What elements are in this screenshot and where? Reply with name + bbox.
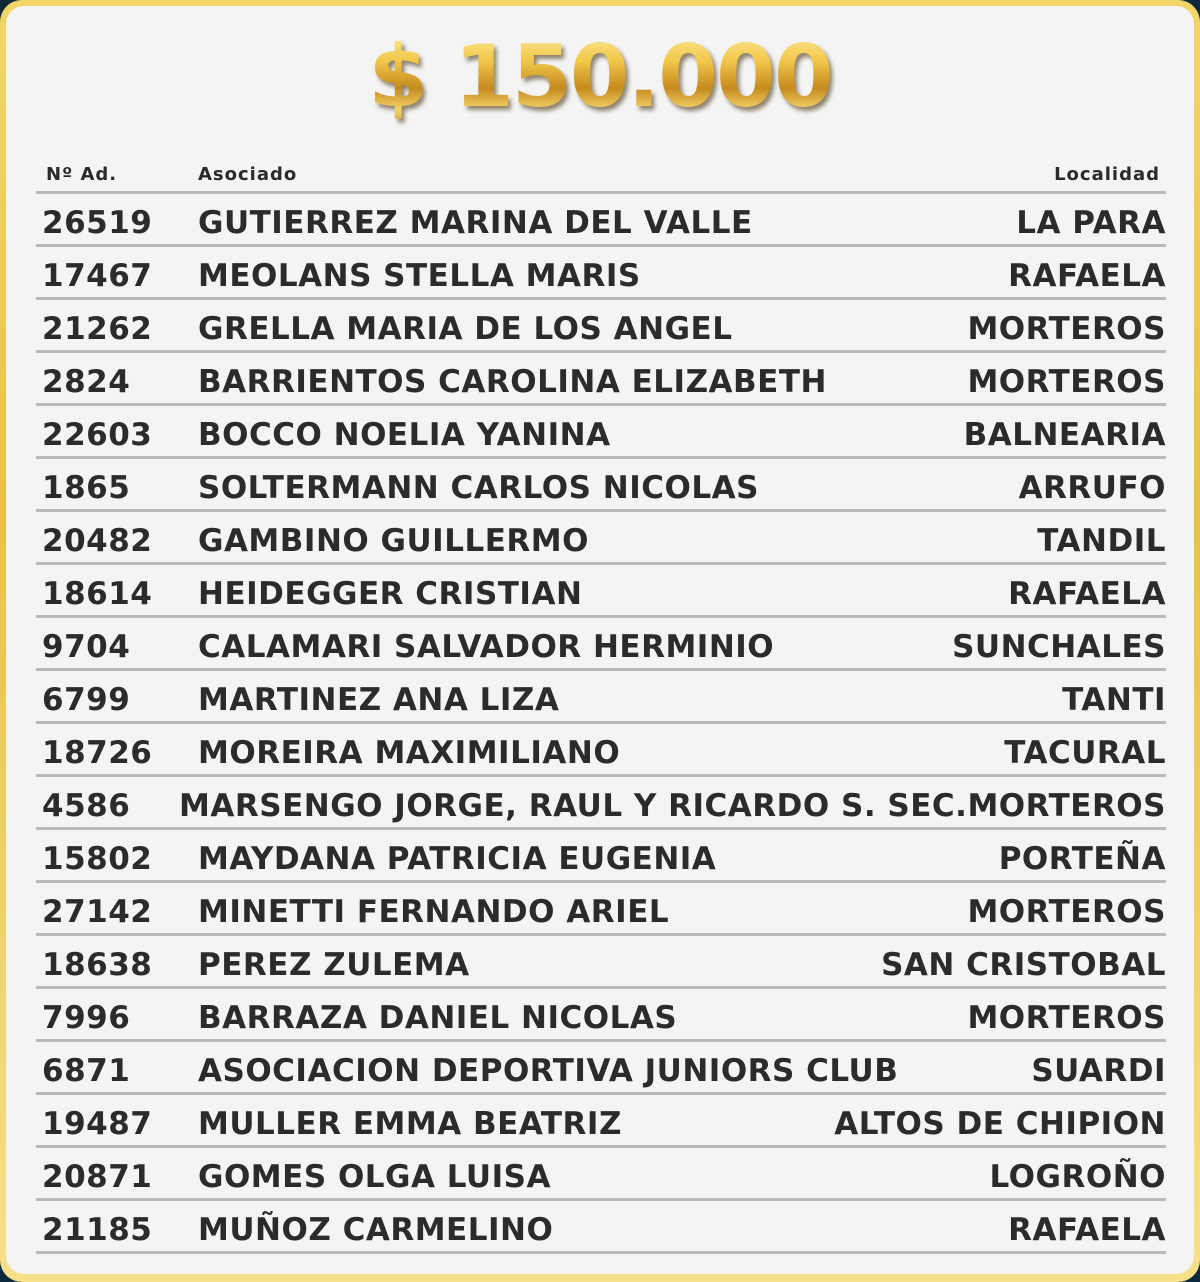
row-member: MARSENGO JORGE, RAUL Y RICARDO S. SEC.: [179, 788, 968, 824]
winners-table: [36, 156, 1166, 1254]
prize-amount-title: $ 150.000: [6, 22, 1194, 132]
row-number: 15802: [42, 841, 153, 877]
row-locality: SUARDI: [1031, 1053, 1166, 1089]
row-number: 2824: [42, 364, 131, 400]
table-row: [36, 830, 1166, 883]
table-row: [36, 724, 1166, 777]
row-locality: MORTEROS: [967, 788, 1166, 824]
table-row: [36, 512, 1166, 565]
table-header: [36, 156, 1166, 194]
row-locality: ALTOS DE CHIPION: [834, 1106, 1166, 1142]
row-member: GAMBINO GUILLERMO: [198, 523, 589, 559]
row-number: 21185: [42, 1212, 153, 1248]
table-row: [36, 1095, 1166, 1148]
row-locality: RAFAELA: [1008, 1212, 1166, 1248]
table-row: [36, 989, 1166, 1042]
table-body: [36, 194, 1166, 1254]
row-locality: TANTI: [1062, 682, 1166, 718]
table-row: [36, 1042, 1166, 1095]
row-member: BOCCO NOELIA YANINA: [198, 417, 611, 453]
row-locality: MORTEROS: [967, 894, 1166, 930]
table-row: [36, 565, 1166, 618]
row-number: 6871: [42, 1053, 131, 1089]
table-row: [36, 936, 1166, 989]
header-member: Asociado: [198, 164, 298, 185]
row-number: 26519: [42, 205, 153, 241]
table-row: [36, 194, 1166, 247]
table-row: [36, 459, 1166, 512]
row-number: 1865: [42, 470, 131, 506]
row-member: CALAMARI SALVADOR HERMINIO: [198, 629, 775, 665]
table-row: [36, 1201, 1166, 1254]
table-row: [36, 883, 1166, 936]
row-member: MOREIRA MAXIMILIANO: [198, 735, 621, 771]
row-locality: TANDIL: [1037, 523, 1166, 559]
row-number: 7996: [42, 1000, 131, 1036]
row-number: 4586: [42, 788, 131, 824]
row-member: GRELLA MARIA DE LOS ANGEL: [198, 311, 733, 347]
row-number: 21262: [42, 311, 153, 347]
header-number: Nº Ad.: [46, 164, 118, 185]
row-locality: RAFAELA: [1008, 576, 1166, 612]
row-member: MULLER EMMA BEATRIZ: [198, 1106, 622, 1142]
row-locality: SUNCHALES: [952, 629, 1166, 665]
row-locality: BALNEARIA: [963, 417, 1166, 453]
row-member: MARTINEZ ANA LIZA: [198, 682, 560, 718]
row-number: 22603: [42, 417, 153, 453]
row-member: GOMES OLGA LUISA: [198, 1159, 551, 1195]
row-member: MEOLANS STELLA MARIS: [198, 258, 641, 294]
row-member: PEREZ ZULEMA: [198, 947, 470, 983]
row-member: ASOCIACION DEPORTIVA JUNIORS CLUB: [198, 1053, 899, 1089]
table-row: [36, 1148, 1166, 1201]
row-number: 27142: [42, 894, 153, 930]
row-locality: RAFAELA: [1008, 258, 1166, 294]
row-locality: MORTEROS: [967, 311, 1166, 347]
row-number: 6799: [42, 682, 131, 718]
table-row: [36, 618, 1166, 671]
row-number: 19487: [42, 1106, 153, 1142]
row-member: BARRAZA DANIEL NICOLAS: [198, 1000, 678, 1036]
row-locality: LOGROÑO: [989, 1159, 1166, 1195]
row-number: 18726: [42, 735, 153, 771]
row-number: 18638: [42, 947, 153, 983]
header-locality: Localidad: [1054, 164, 1160, 185]
row-number: 18614: [42, 576, 153, 612]
winners-card: [6, 6, 1194, 1274]
row-locality: MORTEROS: [967, 364, 1166, 400]
row-number: 17467: [42, 258, 153, 294]
table-row: [36, 300, 1166, 353]
row-locality: SAN CRISTOBAL: [881, 947, 1166, 983]
row-member: MUÑOZ CARMELINO: [198, 1212, 554, 1248]
row-member: HEIDEGGER CRISTIAN: [198, 576, 583, 612]
row-number: 9704: [42, 629, 131, 665]
row-member: BARRIENTOS CAROLINA ELIZABETH: [198, 364, 827, 400]
row-locality: LA PARA: [1016, 205, 1166, 241]
row-locality: PORTEÑA: [998, 841, 1166, 877]
row-locality: ARRUFO: [1018, 470, 1166, 506]
table-row: [36, 406, 1166, 459]
row-locality: MORTEROS: [967, 1000, 1166, 1036]
row-member: GUTIERREZ MARINA DEL VALLE: [198, 205, 753, 241]
row-member: SOLTERMANN CARLOS NICOLAS: [198, 470, 759, 506]
row-number: 20482: [42, 523, 153, 559]
row-number: 20871: [42, 1159, 153, 1195]
table-row: [36, 777, 1166, 830]
table-row: [36, 247, 1166, 300]
row-locality: TACURAL: [1004, 735, 1166, 771]
table-row: [36, 353, 1166, 406]
row-member: MINETTI FERNANDO ARIEL: [198, 894, 670, 930]
table-row: [36, 671, 1166, 724]
row-member: MAYDANA PATRICIA EUGENIA: [198, 841, 717, 877]
